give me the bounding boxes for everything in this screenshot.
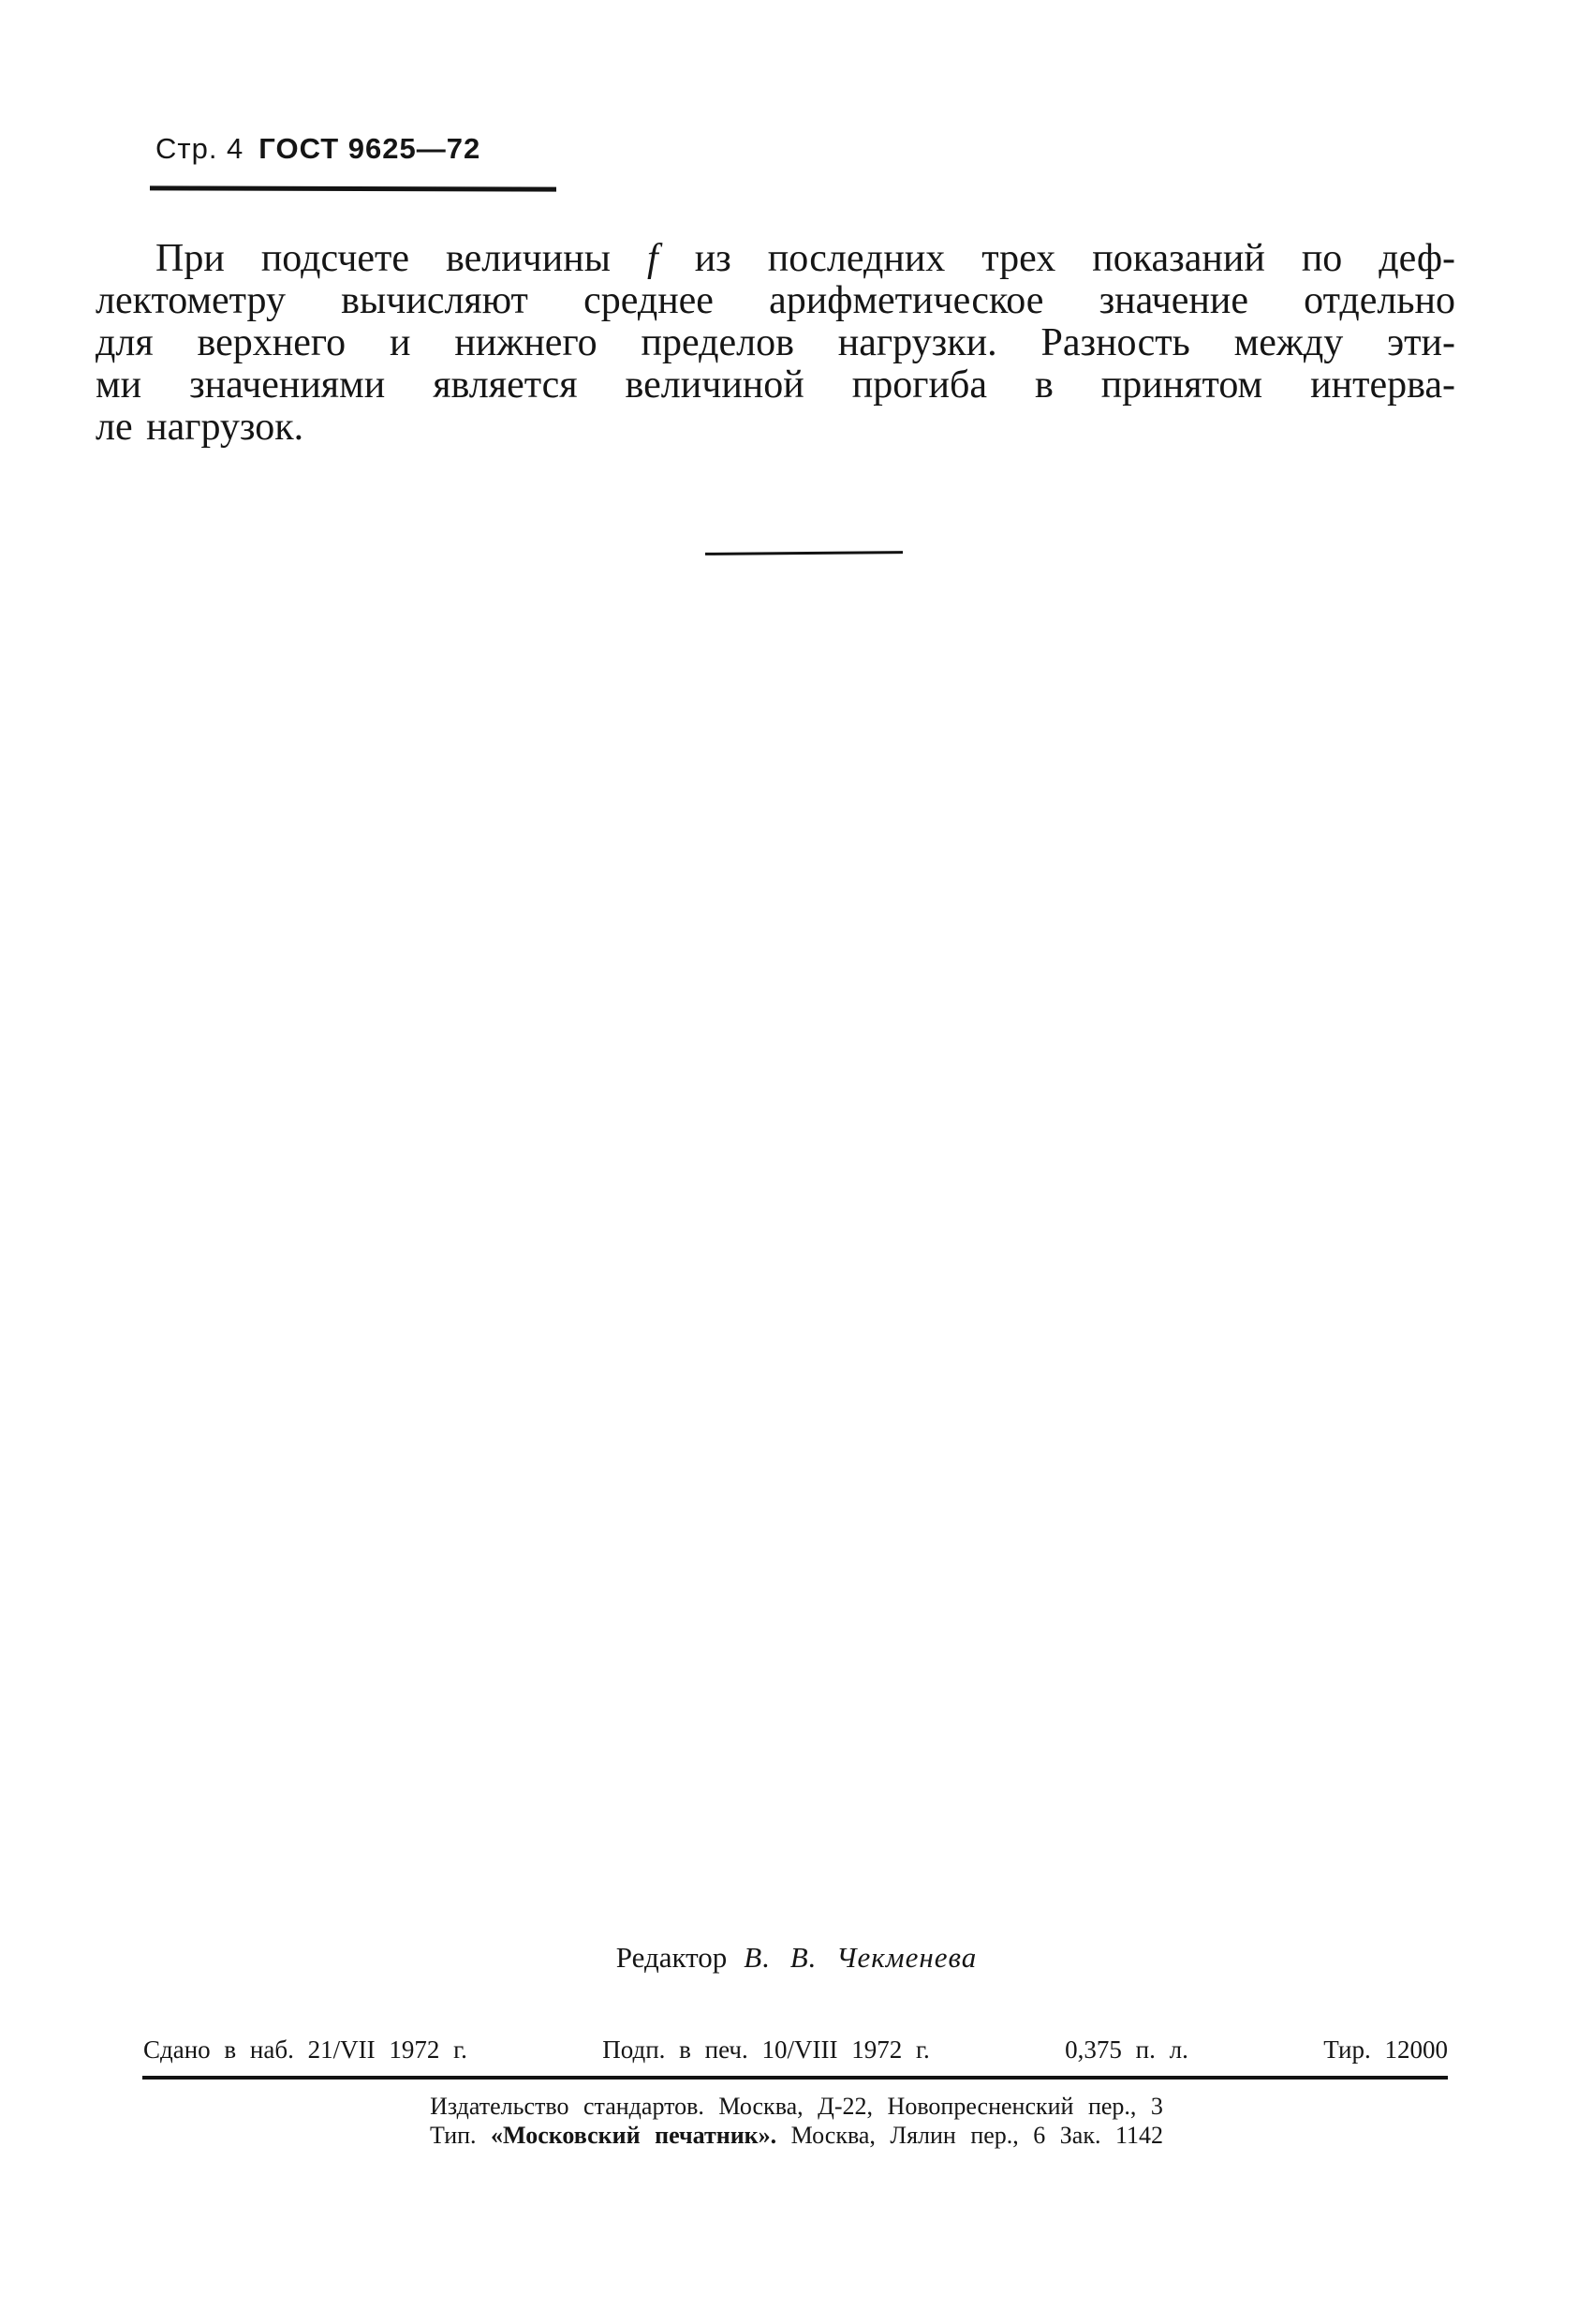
deflection-variable-f: f	[647, 237, 658, 280]
imprint-print-sheets: 0,375 п. л.	[1065, 2035, 1188, 2064]
standard-number: ГОСТ 9625—72	[258, 132, 481, 165]
page-number-label: Стр. 4	[155, 132, 244, 165]
section-divider-line	[705, 551, 903, 555]
imprint-sent-to-set: Сдано в наб. 21/VII 1972 г.	[143, 2035, 467, 2064]
paragraph-line-1	[96, 238, 1455, 280]
paragraph-line-5: ле нагрузок.	[96, 406, 304, 449]
editor-name: В. В. Чекменева	[744, 1941, 978, 1974]
editor-label: Редактор	[615, 1941, 728, 1974]
imprint-divider-rule	[142, 2076, 1448, 2080]
imprint-circulation: Тир. 12000	[1323, 2035, 1448, 2064]
editor-credit	[0, 1941, 1593, 1975]
paragraph-line-2: лектометру вычисляют среднее арифметическое значение отдельно	[96, 279, 1455, 322]
printer-name: «Московский печатник».	[491, 2122, 777, 2149]
printer-address: Москва, Лялин пер., 6 Зак. 1142	[790, 2122, 1164, 2149]
publisher-line: Издательство стандартов. Москва, Д-22, Новопресненский пер., 3	[430, 2093, 1163, 2120]
paragraph-line-4: ми значениями является величиной прогиба в принятом интерва-	[96, 363, 1455, 407]
paragraph-line-3: для верхнего и нижнего пределов нагрузки. Разность между эти-	[96, 321, 1455, 364]
paragraph-line-1-pre: При подсчете величины	[155, 237, 611, 280]
paragraph-line-1-post: из последних трех показаний по деф-	[694, 237, 1456, 280]
printer-type-label: Тип.	[429, 2122, 477, 2149]
header-underline	[150, 185, 556, 191]
printer-line	[0, 2122, 1593, 2150]
body-paragraph	[96, 238, 1455, 449]
imprint-data-row	[143, 2035, 1448, 2065]
page-header	[155, 132, 480, 166]
imprint-signed-to-print: Подп. в печ. 10/VIII 1972 г.	[602, 2035, 930, 2064]
